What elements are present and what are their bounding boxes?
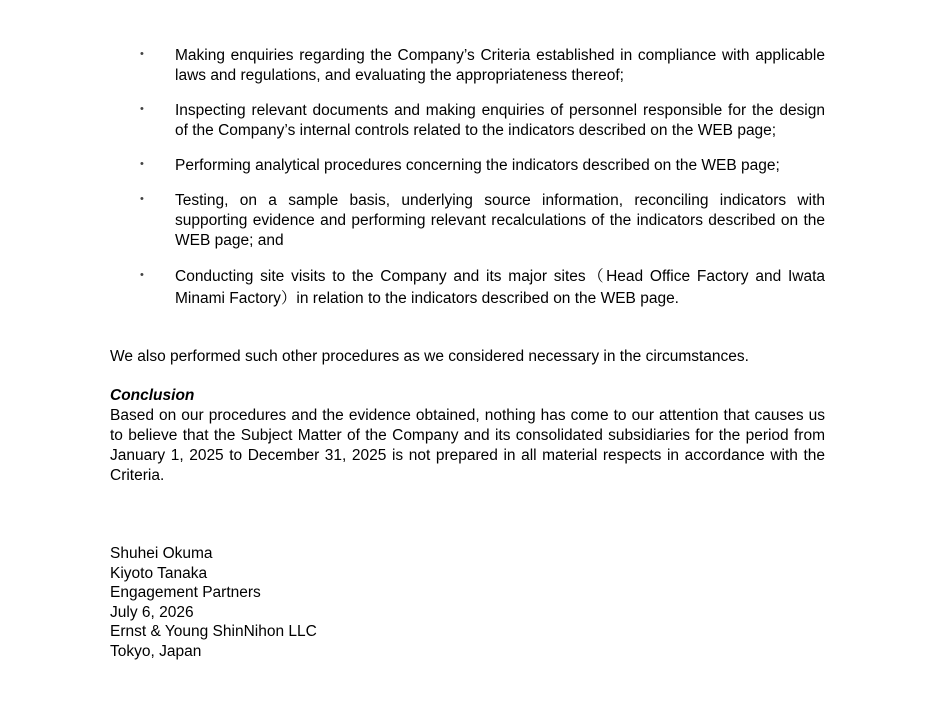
procedures-list <box>0 46 935 325</box>
procedure-text: Making enquiries regarding the Company’s Criteria established in compliance with applicable laws and regulations, and evaluating the appropriateness thereof; <box>175 47 825 84</box>
bullet-icon: • <box>140 158 144 170</box>
partner-name: Shuhei Okuma <box>110 545 213 562</box>
procedure-text: Conducting site visits to the Company and its major sites（Head Office Factory and Iwata Minami Factory）in relation to the indicators described on the WEB page. <box>175 268 825 307</box>
firm-location: Tokyo, Japan <box>110 642 202 660</box>
list-item <box>140 46 825 86</box>
list-item <box>140 101 825 141</box>
list-item <box>140 266 825 310</box>
partner-name: Kiyoto Tanaka <box>110 564 208 582</box>
list-item <box>140 156 825 176</box>
other-procedures-paragraph: We also performed such other procedures as we considered necessary in the circumstances. <box>110 348 749 365</box>
signature-block <box>110 544 317 661</box>
procedure-text: Testing, on a sample basis, underlying source information, reconciling indicators with supporting evidence and performing relevant recalculations of the indicators described on the WEB page; and <box>175 192 825 249</box>
conclusion-paragraph: Based on our procedures and the evidence obtained, nothing has come to our attention that causes us to believe that the Subject Matter of the Company and its consolidated subsidiaries for the period from January 1, 2025 to December 31, 2025 is not prepared in all material respects in accordance with the Criteria. <box>110 407 825 484</box>
report-date: July 6, 2026 <box>110 603 194 621</box>
procedure-text: Inspecting relevant documents and making enquiries of personnel responsible for the design of the Company’s internal controls related to the indicators described on the WEB page; <box>175 102 825 139</box>
partner-role: Engagement Partners <box>110 584 261 601</box>
procedure-text: Performing analytical procedures concerning the indicators described on the WEB page; <box>175 157 780 174</box>
list-item <box>140 191 825 251</box>
conclusion-heading: Conclusion <box>110 387 195 404</box>
firm-name: Ernst & Young ShinNihon LLC <box>110 623 317 640</box>
bullet-icon: • <box>140 269 144 281</box>
bullet-icon: • <box>140 193 144 205</box>
bullet-icon: • <box>140 103 144 115</box>
bullet-icon: • <box>140 48 144 60</box>
